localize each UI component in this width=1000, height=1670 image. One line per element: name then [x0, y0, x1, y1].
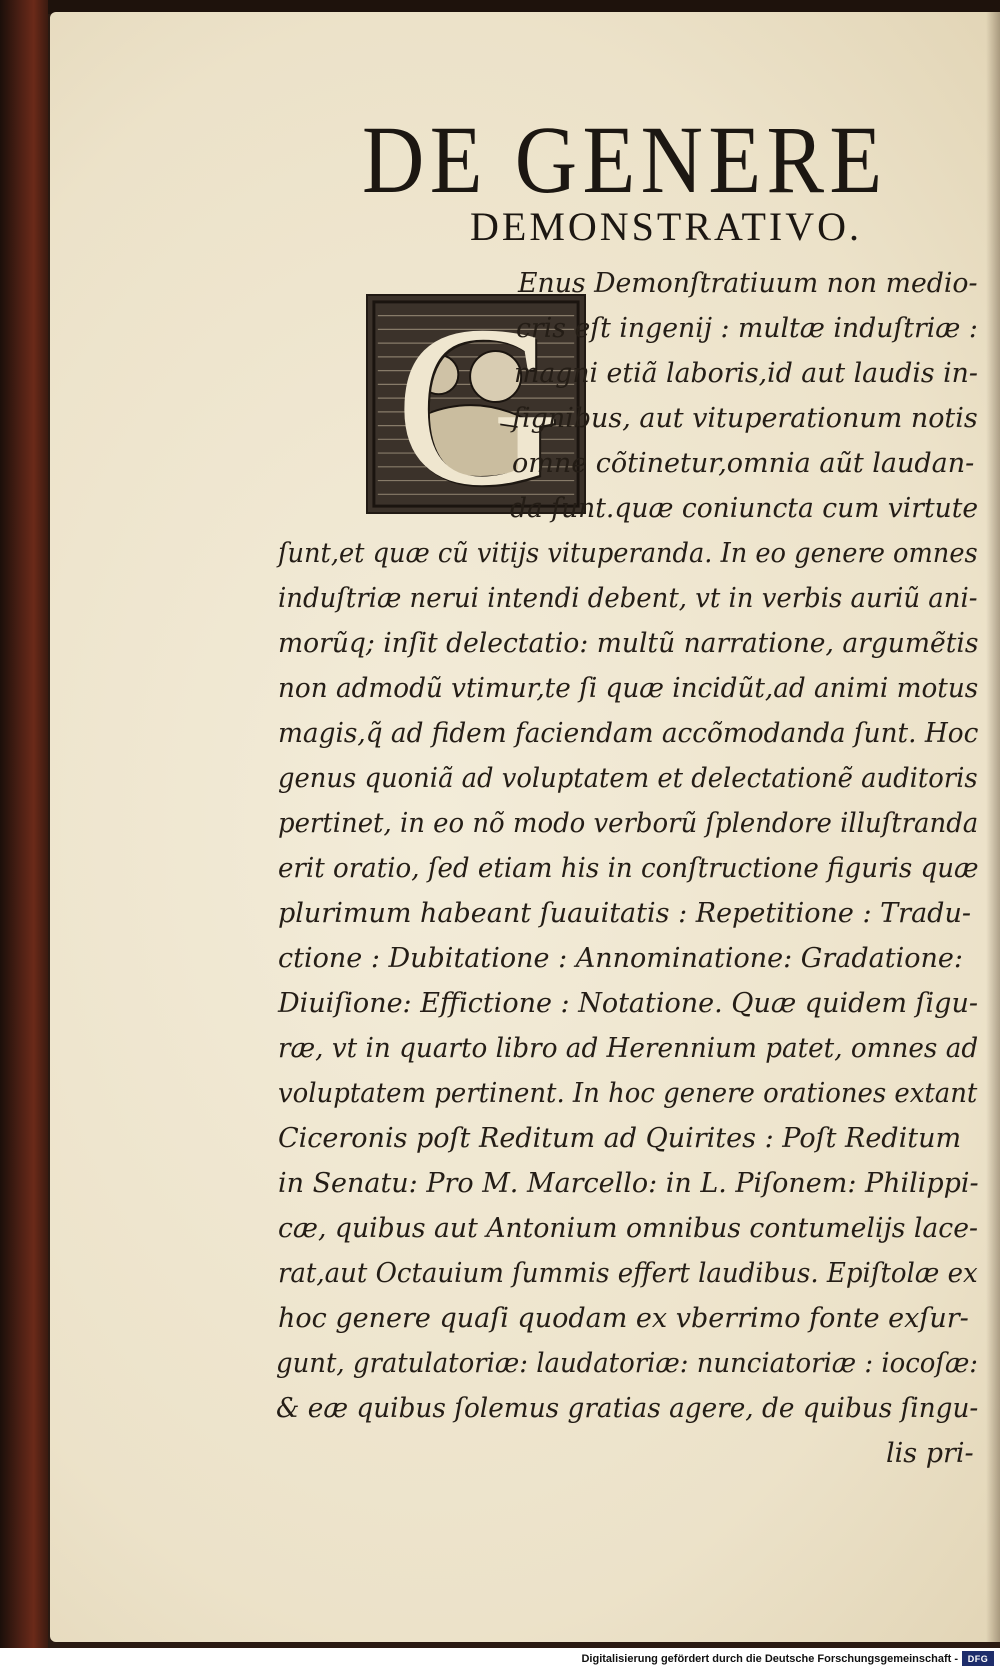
text-line: da ſunt.quæ coniuncta cum virtute — [510, 493, 979, 524]
text-line: magni etiã laboris,id aut laudis in- — [514, 358, 978, 389]
text-line: Ciceronis poſt Reditum ad Quirites : Poſt Reditum — [278, 1123, 962, 1154]
funding-credit: Digitalisierung gefördert durch die Deutsche Forschungsgemeinschaft - — [581, 1653, 958, 1665]
text-line: induſtriæ nerui intendi debent, vt in verbis auriũ ani- — [278, 583, 978, 614]
text-line: erit oratio, ſed etiam his in conſtructione figuris quæ — [278, 853, 979, 884]
text-line: morũq; inſit delectatio: multũ narratione, argumẽtis — [278, 628, 979, 659]
text-line: non admodũ vtimur,te ſi quæ incidũt,ad animi motus — [278, 673, 979, 704]
text-line: Diuiſione: Effictione : Notatione. Quæ quidem ſigu- — [278, 988, 978, 1019]
catchword: lis pri- — [886, 1438, 974, 1469]
paper-page — [50, 12, 1000, 1642]
page-subtitle: DEMONSTRATIVO. — [470, 204, 862, 249]
text-line: hoc genere quaſi quodam ex vberrimo fonte exſur- — [278, 1303, 969, 1334]
text-line: ctione : Dubitatione : Annominatione: Gradatione: — [278, 943, 963, 974]
text-line: pertinet, in eo nõ modo verborũ ſplendore illuſtranda — [278, 808, 979, 839]
dfg-logo-icon: DFG — [962, 1651, 994, 1666]
text-line: Enus Demonſtratiuum non medio- — [518, 268, 978, 299]
text-line: plurimum habeant ſuauitatis : Repetitione : Tradu- — [278, 898, 971, 929]
text-line: ræ, vt in quarto libro ad Herennium patet, omnes ad — [278, 1033, 979, 1064]
text-line: & eæ quibus ſolemus gratias agere, de quibus ſingu- — [276, 1393, 979, 1424]
text-line: voluptatem pertinent. In hoc genere orationes extant — [278, 1078, 978, 1109]
text-line: in Senatu: Pro M. Marcello: in L. Piſonem: Philippi- — [278, 1168, 979, 1199]
text-line: ſignibus, aut vituperationum notis — [512, 403, 978, 434]
text-line: cris eſt ingenij : multæ induſtriæ : — [516, 313, 978, 344]
text-line: genus quoniã ad voluptatem et delectationẽ auditoris — [278, 763, 978, 794]
page-edge-shadow — [986, 12, 1000, 1642]
text-line: ſunt,et quæ cũ vitijs vituperanda. In eo genere omnes — [278, 538, 978, 569]
book-binding-edge — [0, 0, 48, 1648]
page-title: DE GENERE — [362, 106, 888, 213]
text-line: gunt, gratulatoriæ: laudatoriæ: nunciatoriæ : iocoſæ: — [276, 1348, 979, 1379]
text-line: rat,aut Octauium ſummis effert laudibus. Epiſtolæ ex — [278, 1258, 978, 1289]
initial-letter: G — [394, 294, 562, 514]
digitization-footer — [0, 1648, 1000, 1670]
text-line: cæ, quibus aut Antonium omnibus contumelijs lace- — [278, 1213, 978, 1244]
text-line: magis,q̃ ad fidem faciendam accõmodanda ſunt. Hoc — [278, 718, 979, 749]
text-line: omne cõtinetur,omnia aũt laudan- — [512, 448, 975, 479]
